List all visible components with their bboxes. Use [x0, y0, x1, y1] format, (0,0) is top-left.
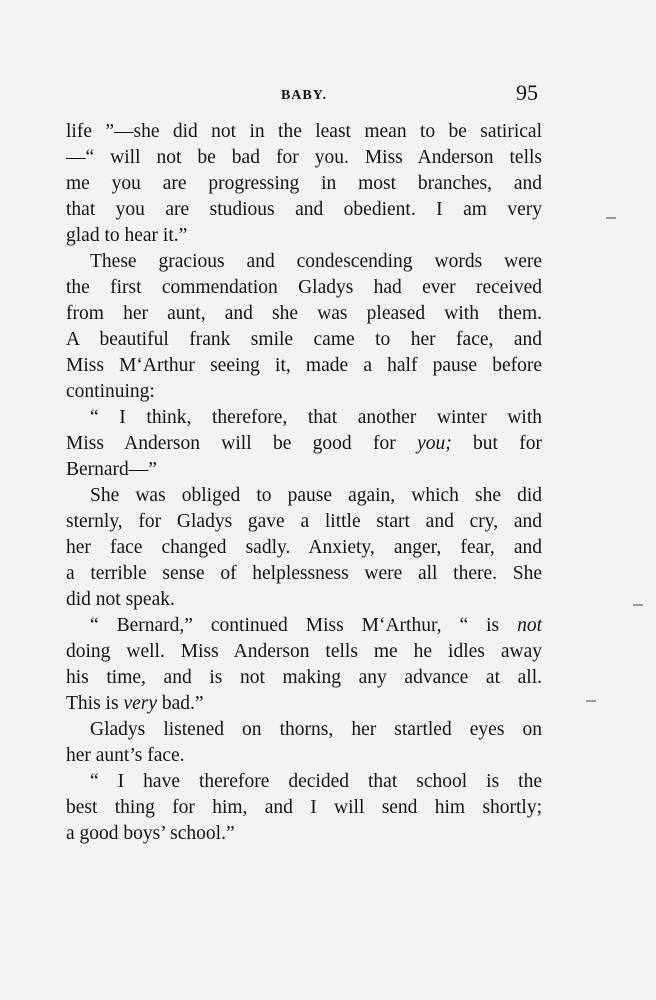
text-line: “ I think, therefore, that another winter with [90, 407, 542, 428]
text-line: —“ will not be bad for you. Miss Anderson tells [66, 147, 542, 168]
text-line: continuing: [66, 381, 155, 402]
margin-mark [606, 217, 616, 219]
text-line: life ”—she did not in the least mean to be satirical [66, 121, 542, 142]
text-line: “ I have therefore decided that school is the [90, 771, 542, 792]
text-line: sternly, for Gladys gave a little start and cry, and [66, 511, 542, 532]
text-line: These gracious and condescending words were [90, 251, 542, 272]
text-line: that you are studious and obedient. I am very [66, 199, 542, 220]
margin-mark [633, 604, 643, 606]
text-line: me you are progressing in most branches, and [66, 173, 542, 194]
margin-mark [586, 700, 596, 702]
text-line: Miss M‘Arthur seeing it, made a half pause before [66, 355, 542, 376]
running-head [68, 80, 540, 108]
text-line: from her aunt, and she was pleased with them. [66, 303, 542, 324]
text-line: glad to hear it.” [66, 225, 188, 246]
text-line: her aunt’s face. [66, 745, 185, 766]
text-line: the first commendation Gladys had ever received [66, 277, 542, 298]
text-line: This is very bad.” [66, 693, 204, 714]
text-line: a terrible sense of helplessness were all there. She [66, 563, 542, 584]
text-line: A beautiful frank smile came to her face, and [66, 329, 542, 350]
text-line: Miss Anderson will be good for you; but for [66, 433, 543, 454]
text-line: his time, and is not making any advance at all. [66, 667, 542, 688]
text-line: Gladys listened on thorns, her startled eyes on [90, 719, 542, 740]
text-line: “ Bernard,” continued Miss M‘Arthur, “ is not [90, 615, 542, 636]
text-line: Bernard—” [66, 459, 157, 480]
text-line: her face changed sadly. Anxiety, anger, fear, and [66, 537, 542, 558]
page-number: 95 [516, 80, 538, 105]
text-line: did not speak. [66, 589, 175, 610]
chapter-title: BABY. [280, 88, 328, 103]
body-text [66, 119, 542, 847]
text-line: a good boys’ school.” [66, 823, 235, 844]
text-line: doing well. Miss Anderson tells me he idles away [66, 641, 542, 662]
text-line: She was obliged to pause again, which she did [90, 485, 542, 506]
text-line: best thing for him, and I will send him shortly; [66, 797, 542, 818]
